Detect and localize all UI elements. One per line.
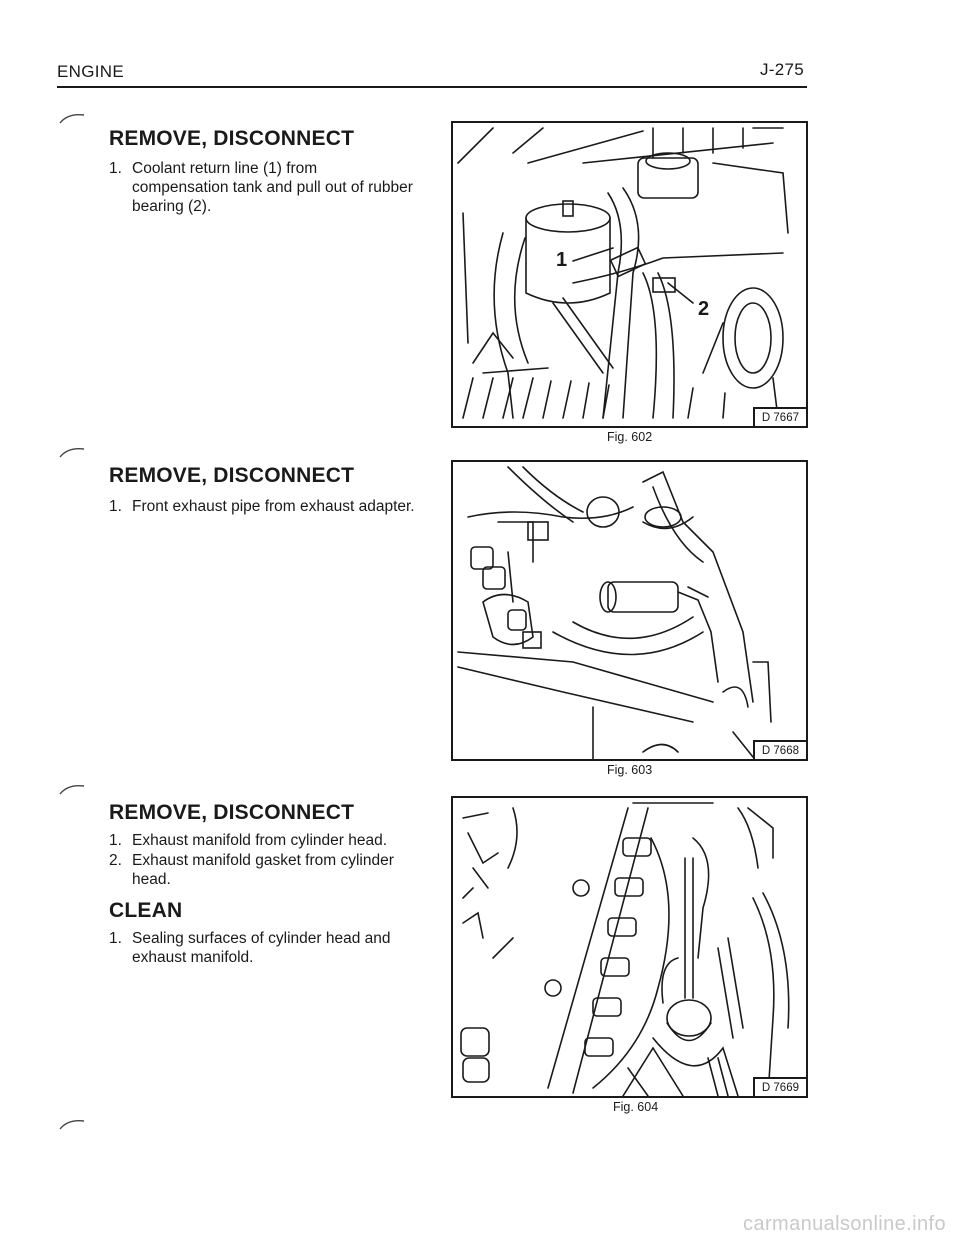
step-number: 2. (109, 852, 122, 869)
figure-code: D 7669 (753, 1077, 806, 1096)
step-item (109, 497, 439, 516)
figure-caption: Fig. 602 (607, 430, 653, 444)
step-item (109, 159, 434, 216)
clean-heading: CLEAN (109, 899, 183, 922)
step-line: bearing (2). (132, 198, 212, 215)
margin-mark (58, 1118, 86, 1130)
step-line: exhaust manifold. (132, 949, 254, 966)
step-line: Coolant return line (1) from (132, 160, 318, 177)
margin-mark (58, 112, 86, 124)
figure-code: D 7668 (753, 740, 806, 759)
block-1-heading: REMOVE, DISCONNECT (109, 127, 355, 150)
block-2-heading: REMOVE, DISCONNECT (109, 464, 355, 487)
figure-code: D 7667 (753, 407, 806, 426)
watermark: carmanualsonline.info (743, 1213, 946, 1235)
step-number: 1. (109, 498, 122, 515)
step-number: 1. (109, 160, 122, 177)
margin-mark (58, 783, 86, 795)
figure-603-illustration (451, 460, 808, 761)
step-item (109, 831, 439, 850)
step-line: compensation tank and pull out of rubber (132, 179, 413, 196)
engine-coolant-drawing (453, 123, 806, 426)
exhaust-pipe-drawing (453, 462, 806, 759)
step-line: Sealing surfaces of cylinder head and (132, 930, 391, 947)
step-line: head. (132, 871, 171, 888)
margin-mark (58, 446, 86, 458)
figure-caption: Fig. 603 (607, 763, 653, 777)
block-1-steps (109, 159, 434, 217)
figure-caption: Fig. 604 (613, 1100, 659, 1114)
callout-2: 2 (698, 298, 710, 320)
block-2-steps (109, 497, 439, 517)
section-title: ENGINE (57, 62, 124, 81)
step-line: Exhaust manifold gasket from cylinder (132, 852, 394, 869)
step-number: 1. (109, 930, 122, 947)
block-3-heading: REMOVE, DISCONNECT (109, 801, 355, 824)
block-3-steps (109, 831, 439, 890)
step-item (109, 929, 439, 967)
step-line: Front exhaust pipe from exhaust adapter. (132, 498, 415, 515)
figure-604-illustration (451, 796, 808, 1098)
callout-1: 1 (556, 249, 568, 271)
exhaust-manifold-drawing (453, 798, 806, 1096)
clean-steps (109, 929, 439, 968)
step-number: 1. (109, 832, 122, 849)
figure-602-illustration (451, 121, 808, 428)
page-number: J-275 (760, 60, 805, 79)
step-line: Exhaust manifold from cylinder head. (132, 832, 388, 849)
header-rule (57, 86, 807, 88)
step-item (109, 851, 439, 889)
